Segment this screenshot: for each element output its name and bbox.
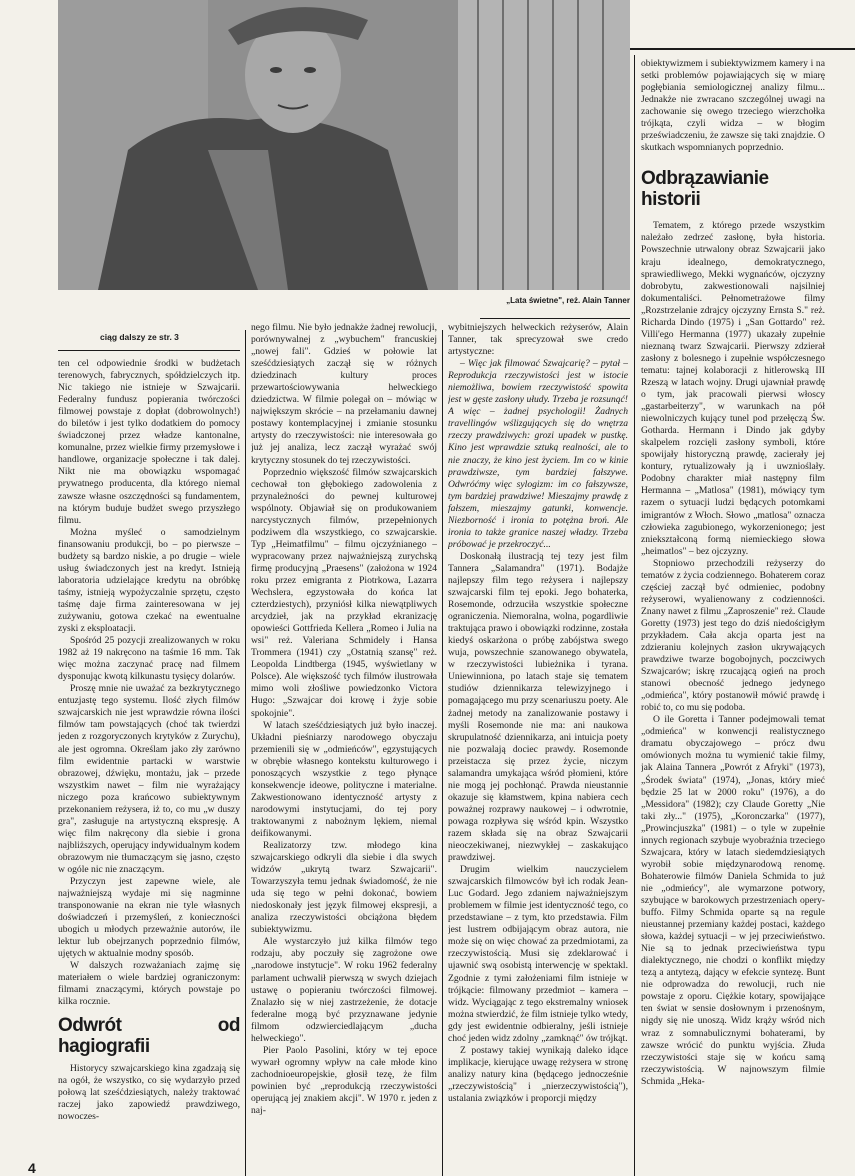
paragraph: wybitniejszych helweckich reżyserów, Alain Tanner, tak sprecyzował swe credo artystyczne: [448, 322, 628, 358]
paragraph: O ile Goretta i Tanner podejmowali temat „odmieńca" w konwencji realistycznego dramatu obyczajowego – prócz dwu omówionych można tu wymienić takie filmy, jak Alaina Tannera „Powrót z Afryki" (1973), „Środek świata" (1974), „Jonas, który mieć będzie 25 lat w 2000 roku" (1976), a do „Messidora" (1982); czy Claude Goretty „Nie taki zły..." (1975), „Koronczarka" (1977), „Prowincjuszka" (1981) – o tyle w zupełnie innych regionach szybuje wyobraźnia trzeciego Szwajcara, który w latach siedemdziesiątych wyrobił sobie międzynarodową renomę. Bohaterowie filmów Daniela Schmida to już nie „odmieńcy", ale wymarzone potwory, szybujące w barokowych przestrzeniach opery-buffo. Filmy Schmida oparte są na regule nieustannej przemiany każdej postaci, każdego słowa, każdej sytuacji – w jej przeciwieństwo. Nie są to jednak przeciwieństwa typu dialektycznego, nie chodzi o konflikt między tezą a antytezą, dający w efekcie syntezę. Bunt nie odprowadza do rewolucji, ruch nie powstaje z oporu. Ciężkie kotary, spowijające ten świat w sensie dosłownym i przenośnym, nigdy się nie unoszą. Widz krąży wśród nich wraz z somnabulicznymi bohaterami, by zawsze wrócić do punktu wyjścia. Złuda rzeczywistości staje się w końcu samą rzeczywistością. W najnowszym filmie Schmida „Heka- [641, 714, 825, 1087]
paragraph: ten cel odpowiednie środki w budżetach terenowych, fabrycznych, spółdzielczych itp. Nic takiego nie istnieje w Szwajcarii. Federalny fundusz popierania twórczości filmowej powstaje z dopłat (dobrowolnych!) do biletów i jest tylko dodatkiem do pomocy świadczonej przez władze kantonalne, komunalne, przez wielkie firmy przemysłowe i handlowe, organizacje społeczne i tak dalej. Nikt nie ma obowiązku wspomagać prywatnego producenta, dla którego niemal zawsze własne oszczędności są fundamentem, na którym buduje budżet swego przyszłego filmu. [58, 358, 240, 526]
paragraph: Pier Paolo Pasolini, który w tej epoce wywarł ogromny wpływ na całe młode kino zachodnioeuropejskie, głosił tezę, że film powinien być „reprodukcją rzeczywistości operującą jej znakiem akcji". W 1970 r. jeden z naj- [251, 1044, 437, 1117]
article-column-2 [251, 322, 437, 1176]
film-still-illustration [58, 0, 630, 290]
column-divider-1 [245, 330, 246, 1176]
paragraph: Doskonałą ilustracją tej tezy jest film Tannera „Salamandra" (1971). Bodajże najlepszy film tego reżysera i najlepszy szwajcarski film tej epoki. Jego bohaterka, Rosemonde, odrzuciła wszystkie społeczne ograniczenia. Niemoralna, wolna, pogardliwie traktująca prawo i obowiązki rodzinne, została kiedyś oskarżona o próbę zabójstwa swego wuja, powszechnie szanowanego obywatela, w rzeczywistości lubieżnika i tyrana. Uniewinniona, po latach staje się tematem studiów dziennikarza telewizyjnego i pomagającego mu przy scenariuszu poety. Ale żadnej metody na zanalizowanie postawy i myśli Rosemonde nie ma: ani naukowa skrupulatność dziennikarza, ani intuicja poety nie pozwalają dociec prawdy. Rosemonde przeistacza się przez życie, niczym salamandra umykająca wśród płomieni, które nie mogą jej pochłonąć. Prawda nieustannie okazuje się kłamstwem, kpina nabiera cech poważnej rozprawy naukowej – i odwrotnie, powaga rozpływa się wśród kpin. Wszystko razem składa się na obraz Szwajcarii nieoczekiwanej, niezwykłej – zaskakująco prawdziwej. [448, 550, 628, 864]
column-divider-2 [442, 330, 443, 1176]
article-column-3 [448, 322, 628, 1176]
rule-continuation [58, 350, 240, 351]
paragraph: Proszę mnie nie uważać za bezkrytycznego entuzjastę tego systemu. Ilość złych filmów szwajcarskich nie jest wprawdzie równa ilości filmów tam powstających (choć tak twierdzi jeden z rozgoryczonych krytyków z Zurychu), ale jest ogromna. Określam jako zły zarówno film ewidentnie partacki w warstwie obrazowej, dźwięku, montażu, jak – przede wszystkim nawet – film nie wyrażający niczego poza krańcowo subiektywnym przekonaniem reżysera, iż to, co mu „w duszy gra", zasługuje na artystyczną ekspresję. A więc film nakręcony dla siebie i grona najbliższych, operujący indywidualnym kodem obrazowym nie tłumaczącym się jasno, często w ogóle nic nie znaczącym. [58, 683, 240, 875]
film-still-photo [58, 0, 630, 290]
article-column-1 [58, 358, 240, 1176]
paragraph: Stopniowo przechodzili reżyserzy do tematów z życia codziennego. Bohaterem coraz częściej zaczął być odmieniec, podobny reżyserowi, wyalienowany z codzienności. Znany nawet z filmu „Zaproszenie" reż. Claude Goretty (1973) jest tego do dziś niedościgłym przykładem. Cała akcja oparta jest na zdzieraniu kolejnych zasłon ukrywających prawdziwe twarze bogobojnych, poczciwych Szwajcarów; iskrę rzucającą ogień na proch stanowi obecność jednego jedynego „odmieńca", który postanowił mówić prawdę i robić to, co mu się podoba. [641, 557, 825, 714]
section-heading: Odbrązawianie historii [641, 168, 769, 211]
paragraph: Realizatorzy tzw. młodego kina szwajcarskiego odkryli dla siebie i dla swych widzów „ukrytą twarz Szwajcarii". Towarzyszyła temu jednak świadomość, że nie uda się tego w pełni dokonać, bowiem niedoskonały jest język filmowej ekspresji, a analiza rzeczywistości obciążona błędem subiektywizmu. [251, 840, 437, 936]
section-heading: Odwrót od hagiografii [58, 1014, 240, 1057]
paragraph: obiektywizmem i subiektywizmem kamery i na setki problemów pojawiających się w miarę pogłębiania semiologicznej analizy filmu... Jednakże nie zwracano szczególnej uwagi na zachowanie się owego trzeciego wierzchołka trójkąta, czyli widza – w błogim przeświadczeniu, że zawsze się taki znajdzie. O skutkach wspomnianych poprzednio. [641, 58, 825, 154]
paragraph: Poprzednio większość filmów szwajcarskich cechował ton głębokiego zadowolenia z przynależności do pewnej kulturowej wspólnoty. Objawiał się on produkowaniem narcystycznych filmów, przepełnionych podziwem dla wszystkiego, co szwajcarskie. Typ „Heimatfilmu" – filmu ojczyźnianego – wypracowany przez najważniejszą zurychską firmę producyjną „Praesens" (założona w 1924 roku przez emigranta z Piotrkowa, Lazarra Wechslera, egzystowała do końca lat czterdziestych), przyniósł kilka niewątpliwych arcydzieł, jak na przykład ekranizację opowieści Gottfrieda Kellera „Romeo i Julia na wsi" reż. Valeriana Schmidely i Hansa Trommera (1941) czy „Ostatnią szansę" reż. Leopolda Lindtberga (1945, wyświetlany w Polsce). Ale większość tych filmów ilustrowała mimo woli złośliwe powiedzonko Victora Hugo: „Szwajcar doi krowę i żyje sobie spokojnie". [251, 466, 437, 719]
paragraph: nego filmu. Nie było jednakże żadnej rewolucji, porównywalnej z „wybuchem" francuskiej „nowej fali". Gdzieś w połowie lat sześćdziesiątych zaczął się w różnych dziedzinach kultury proces przewartościowywania helweckiego dziedzictwa. W filmie polegał on – mówiąc w największym skrócie – na przełamaniu dawnej postawy kontemplacyjnej i zmianie stosunku artysty do rzeczywistości: nie interesowała go już jej analiza, lecz zaczął wyrażać swój krytyczny stosunek do tej rzeczywistości. [251, 322, 437, 466]
paragraph: Z postawy takiej wynikają daleko idące implikacje, kierujące uwagę reżysera w stronę analizy natury kina (będącego jednocześnie „rzeczywistością" i „nierzeczywistością"), ustalania związków i proporcji między [448, 1044, 628, 1104]
paragraph: W latach sześćdziesiątych już było inaczej. Układni pieśniarzy narodowego obyczaju przemienili się w „odmieńców", egzystujących w obrębie własnego kontekstu kulturowego i ponoszących wszystkie z tego płynące konsekwencje ideowe, polityczne i materialne. Zakwestionowano identyczność artysty z narodowymi instytucjami, do tej pory traktowanymi z nabożnym lękiem, niemal deifikowanymi. [251, 719, 437, 839]
page-number: 4 [28, 1160, 36, 1176]
column-divider-3 [634, 55, 635, 1176]
continuation-note: ciąg dalszy ze str. 3 [100, 332, 179, 342]
photo-caption: „Lata świetne", reż. Alain Tanner [506, 296, 630, 305]
quote-paragraph: – Więc jak filmować Szwajcarię? – pytał – Reprodukcja rzeczywistości jest w istocie niemożliwa, bowiem rzeczywistość spowita jest w gęste zasłony ułudy. Trzeba je rozsunąć! A więc – żadnej psychologii! Żadnych travellingów wślizgujących się do wnętrza rzeczy prawdziwych: grozi upadek w pustkę. Kino jest wprawdzie sztuką realności, ale to nie znaczy, że kino jest życiem. Im co w kinie prawdziwsze, tym bardziej fałszywe. Odwróćmy więc sylogizm: im co fałszywsze, tym bardziej prawdziwe! Mieszajmy prawdę z fałszem, mieszajmy gatunki, konwencje. Niezborność i ironia to potężna broń. Ale ironia to także granice naszej władzy. Trzeba próbować je przekroczyć... [448, 358, 628, 550]
paragraph: Spośród 25 pozycji zrealizowanych w roku 1982 aż 19 nakręcono na taśmie 16 mm. Tak więc można zaczynać pracę nad filmem dysponując kwotą kilkunastu tysięcy dolarów. [58, 635, 240, 683]
rule-top-col4 [630, 48, 855, 50]
article-column-4 [641, 58, 825, 1176]
paragraph: W dalszych rozważaniach zajmę się materiałem o wiele bardziej ograniczonym: filmami znaczącymi, których powstaje po kilka rocznie. [58, 960, 240, 1008]
paragraph: Przyczyn jest zapewne wiele, ale najważniejszą wydaje mi się nagminne transponowanie na ekran nie tyle własnych doświadczeń i przemyśleń, z konieczności ubogich u młodych przeważnie autorów, ile lektur lub obejrzanych poprzednio filmów, ujętych w aktualnie modny sposób. [58, 876, 240, 960]
paragraph: Można myśleć o samodzielnym finansowaniu produkcji, bo – po pierwsze – budżety są bardzo niskie, a po drugie – wiele usług świadczonych jest na kredyt. Istnieją laboratoria udzielające kredytu na obróbkę taśmy, istnieją wypożyczalnie sprzętu, często taśmę daje firma zainteresowana w jej zużywaniu, gotowa czekać na ewentualne zyski z eksploatacji. [58, 526, 240, 635]
paragraph: Historycy szwajcarskiego kina zgadzają się na ogół, że wszystko, co się wydarzyło przed połową lat sześćdziesiątych, należy traktować raczej jako zapowiedź prawdziwego, nowoczes- [58, 1062, 240, 1122]
paragraph: Ale wystarczyło już kilka filmów tego rodzaju, aby poczuły się zagrożone owe „narodowe instytucje". W roku 1962 federalny parlament uchwalił pierwszą w swych dziejach ustawę o popieraniu twórczości filmowej. Znalazło się w niej zastrzeżenie, że dotacje federalne mogą być przyznawane jedynie filmom odzwierciedlającym „ducha helweckiego". [251, 936, 437, 1044]
paragraph: Drugim wielkim nauczycielem szwajcarskich filmowców był ich rodak Jean-Luc Godard. Jego zdaniem najważniejszym problemem w filmie jest identyczność tego, co przedstawiane – z tym, kto przedstawia. Film jest lustrem odbijającym obraz autora, nie może się on więc chować za przedmiotami, za rzeczywistością. Musi się zdeklarować i ujawnić swą osobistą interwencję w spektakl. Zgodnie z tymi założeniami film istnieje w trójkącie: filmowany przedmiot – kamera – widz. Wyciągając z tego ekstremalny wniosek można stwierdzić, że film istnieje tylko wtedy, gdy jest ewidentnie odbieralny, jeśli istnieje choć jeden widz zdolny „zamknąć" ów trójkąt. [448, 864, 628, 1044]
paragraph: Tematem, z którego przede wszystkim należało zedrzeć zasłonę, była historia. Powszechnie utrwalony obraz Szwajcarii jako kraju idealnego, demokratycznego, sprawiedliwego, Mekki wygnańców, ojczyzny dobrobytu, zakwestionowali najsilniej dokumentaliści. Pełnometrażowe filmy „Rozstrzelanie zdrajcy ojczyzny Ernsta S." reż. Richarda Dindo (1975) i „San Gottardo" reż. Villi'ego Hermanna (1977) ukazały zupełnie nieznaną twarz Szwajcarii. Pierwszy zdzierał zasłony z bolesnego i zupełnie współczesnego tematu: tajnej kolaboracji z hitlerowską III Rzeszą w latach wojny. Drugi ujawniał prawdę o tym, jak pracowali pierwsi włoscy „gastarbeiterzy", w warunkach na pół niewolniczych kujący tunel pod przełęczą Św. Gotharda. Hermann i Dindo jak gdyby skalpelem rozcięli zasłony symboli, które spowijały historyczną prawdę, zacierały jej kontury, rytualizowały ją i uwznioślały. Podobny charakter miał następny film Hermanna – „Matlosa" (1981), mówiący tym razem o sytuacji ludzi będących potomkami imigrantów z Włoch. Słowo „matlosa" oznacza człowieka zagubionego, wykorzenionego; jest zniekształconą formą niemieckiego słowa „heimatlos" – bez ojczyzny. [641, 220, 825, 557]
rule-caption [480, 318, 630, 319]
